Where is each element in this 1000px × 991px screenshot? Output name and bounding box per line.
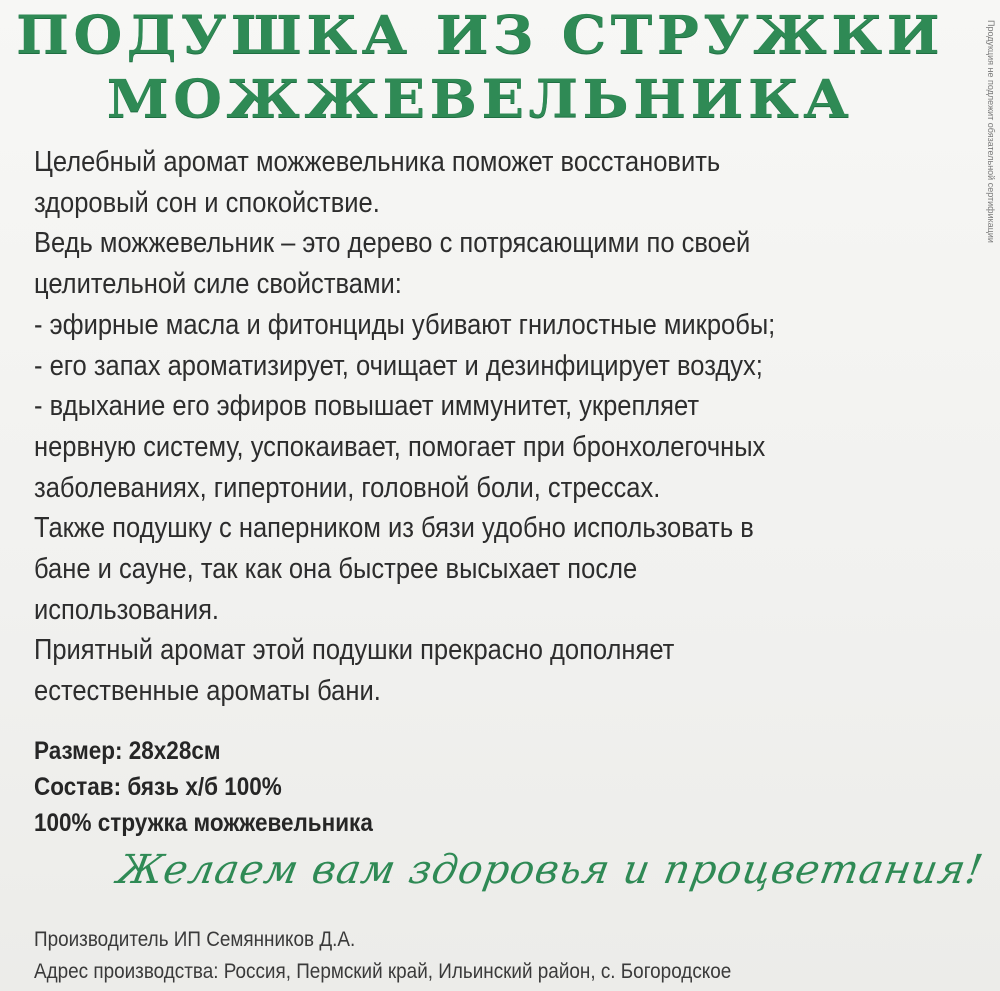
description-line: естественные ароматы бани. — [34, 675, 381, 708]
title-line-2: МОЖЖЕВЕЛЬНИКА — [106, 69, 854, 130]
description-line: Приятный аромат этой подушки прекрасно дополняет — [34, 634, 675, 667]
description-line: заболеваниях, гипертонии, головной боли, стрессах. — [34, 471, 661, 504]
specs-block — [34, 733, 373, 841]
description-line: - эфирные масла и фитонциды убивают гнилостные микробы; — [34, 308, 776, 341]
description-line: Ведь можжевельник – это дерево с потрясающими по своей — [34, 227, 751, 260]
wish-slogan: Желаем вам здоровья и процветания! — [113, 847, 987, 893]
description-line: бане и сауне, так как она быстрее высыхает после — [34, 553, 638, 586]
spec-filling: 100% стружка можжевельника — [34, 809, 373, 837]
spec-size: Размер: 28x28см — [34, 737, 221, 765]
description-line: Целебный аромат можжевельника поможет восстановить — [34, 146, 721, 178]
title-line-1: ПОДУШКА ИЗ СТРУЖКИ — [15, 5, 945, 66]
description-line: - вдыхание его эфиров повышает иммунитет, укрепляет — [34, 390, 700, 423]
description-text — [34, 142, 844, 712]
description-line: целительной силе свойствами: — [34, 268, 402, 301]
manufacturer-producer: Производитель ИП Семянников Д.А. — [34, 928, 356, 951]
certification-note-text: Продукция не подлежит обязательной сертификации — [986, 20, 996, 243]
description-line: Также подушку с наперником из бязи удобно использовать в — [34, 512, 754, 545]
manufacturer-block — [34, 924, 731, 988]
spec-composition: Состав: бязь х/б 100% — [34, 773, 282, 801]
description-line: здоровый сон и спокойствие. — [34, 186, 380, 219]
certification-note — [985, 20, 999, 320]
description-line: использования. — [34, 593, 219, 626]
description-line: нервную систему, успокаивает, помогает при бронхолегочных — [34, 430, 766, 463]
description-line: - его запах ароматизирует, очищает и дезинфицирует воздух; — [34, 349, 763, 382]
manufacturer-address: Адрес производства: Россия, Пермский край, Ильинский район, с. Богородское — [34, 960, 732, 983]
